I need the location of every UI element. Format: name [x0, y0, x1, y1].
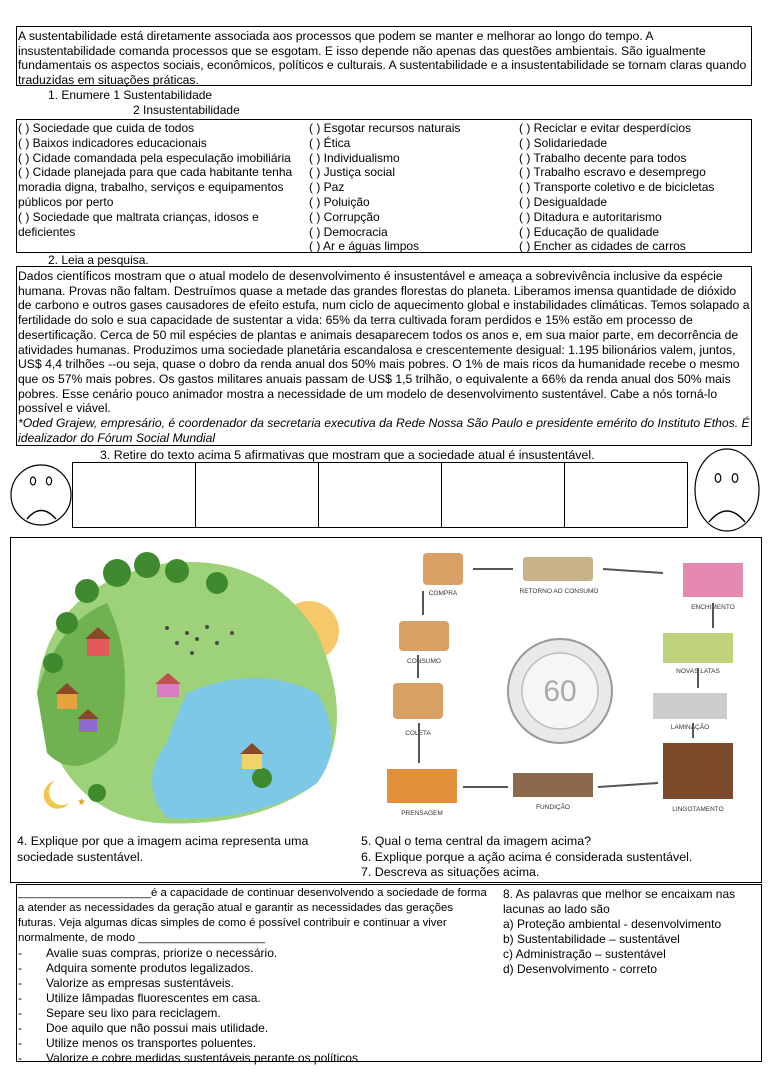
answer-cell[interactable]: [565, 463, 687, 527]
question-1-heading: [48, 88, 240, 117]
enumerate-column-1: [18, 121, 306, 239]
enum-item: ( ) Transporte coletivo e de bicicletas: [519, 180, 715, 195]
bottom-box: [16, 884, 762, 1065]
enum-item: ( ) Cidade comandada pela especulação imobiliária: [18, 150, 291, 165]
cycle-label: RETORNO AO CONSUMO: [519, 588, 599, 595]
tip-item: - Valorize as empresas sustentáveis.: [18, 976, 234, 990]
tip-text: Valorize e cobre medidas sustentáveis perante os políticos: [46, 1051, 358, 1065]
enum-item: ( ) Ditadura e autoritarismo: [519, 209, 662, 224]
enumerate-table: [16, 119, 752, 253]
question-3: 3. Retire do texto acima 5 afirmativas que mostram que a sociedade atual é insustentável.: [100, 448, 595, 462]
research-box: [16, 266, 752, 446]
tip-item: - Adquira somente produtos legalizados.: [18, 961, 254, 975]
option-d[interactable]: d) Desenvolvimento - correto: [503, 962, 658, 976]
question-6: 6. Explique porque a ação acima é considerada sustentável.: [361, 849, 693, 864]
question-1-label-2: 2 Insustentabilidade: [133, 102, 240, 117]
tip-text: Doe aquilo que não possui mais utilidade.: [46, 1021, 269, 1035]
option-c[interactable]: c) Administração – sustentável: [503, 947, 666, 961]
question-7: 7. Descreva as situações acima.: [361, 865, 540, 879]
enum-item: ( ) Poluição: [309, 194, 370, 209]
question-8: 8. As palavras que melhor se encaixam nas lacunas ao lado são: [503, 887, 736, 916]
answer-cell[interactable]: [319, 463, 442, 527]
enum-item: ( ) Educação de qualidade: [519, 224, 660, 239]
enumerate-column-3: [519, 121, 751, 254]
enum-item: ( ) Ética: [309, 135, 351, 150]
enum-item: ( ) Sociedade que cuida de todos: [18, 121, 195, 135]
answer-grid: [72, 462, 688, 528]
enum-item: ( ) Sociedade que maltrata crianças, idosos e deficientes: [18, 209, 259, 239]
tip-item: - Valorize e cobre medidas sustentáveis perante os políticos: [18, 1051, 358, 1065]
intro-text: A sustentabilidade está diretamente associada aos processos que podem se manter e melhorar ao longo do tempo. A insustentabilidade comanda processos que se esgotam. E isso depende não apenas das questões ambientais. São igualmente fundamentais os aspectos sociais, econômicos, políticos e culturais. A sustentabilidade e a insustentabilidade se tornam claras quando traduzidas em situações práticas.: [18, 29, 747, 87]
sad-face-left-icon: [10, 462, 72, 528]
enum-item: ( ) Ar e águas limpos: [309, 239, 420, 254]
cycle-label: PRENSAGEM: [401, 810, 443, 817]
answer-cell[interactable]: [196, 463, 319, 527]
enum-item: ( ) Reciclar e evitar desperdícios: [519, 121, 692, 135]
enum-item: ( ) Baixos indicadores educacionais: [18, 135, 207, 150]
question-8-section: [503, 887, 759, 977]
cycle-label: FUNDIÇÃO: [536, 804, 570, 811]
enum-item: ( ) Desigualdade: [519, 194, 608, 209]
fill-in-text: _____________________é a capacidade de continuar desenvolvendo a sociedade de forma a atender as necessidades da geração atual e garantir as necessidades das gerações futuras. Veja algumas dicas simples de como é possível contribuir e continuar a viver normalmente, de modo ____________________: [18, 887, 487, 944]
tip-text: Separe seu lixo para reciclagem.: [46, 1006, 221, 1020]
enum-item: ( ) Trabalho escravo e desemprego: [519, 165, 706, 180]
tip-text: Utilize menos os transportes poluentes.: [46, 1036, 257, 1050]
images-box: [10, 537, 762, 883]
enum-item: ( ) Trabalho decente para todos: [519, 150, 687, 165]
tip-item: - Avalie suas compras, priorize o necessário.: [18, 946, 278, 960]
enum-item: ( ) Justiça social: [309, 165, 396, 180]
cycle-label: ENCHIMENTO: [691, 604, 735, 611]
question-4: 4. Explique por que a imagem acima representa uma sociedade sustentável.: [17, 834, 309, 864]
cycle-label: CONSUMO: [407, 658, 441, 665]
tip-item: - Utilize lâmpadas fluorescentes em casa.: [18, 991, 261, 1005]
recycling-cycle-illustration: [363, 543, 757, 828]
question-2-label: 2. Leia a pesquisa.: [48, 253, 149, 267]
question-1-label: 1. Enumere 1 Sustentabilidade: [48, 88, 213, 102]
enum-item: ( ) Corrupção: [309, 209, 380, 224]
tip-text: Valorize as empresas sustentáveis.: [46, 976, 234, 990]
tip-text: Avalie suas compras, priorize o necessário.: [46, 946, 278, 960]
cycle-label: LINGOTAMENTO: [672, 806, 724, 813]
sustainable-community-illustration: [17, 543, 357, 828]
tip-text: Utilize lâmpadas fluorescentes em casa.: [46, 991, 261, 1005]
questions-5-7: [361, 834, 692, 881]
question-5: 5. Qual o tema central da imagem acima?: [361, 834, 592, 848]
enum-item: ( ) Esgotar recursos naturais: [309, 121, 461, 135]
cycle-label: COLETA: [405, 730, 431, 737]
enum-item: ( ) Encher as cidades de carros: [519, 239, 686, 254]
svg-text:★: ★: [77, 797, 86, 808]
cycle-label: NOVAS LATAS: [676, 668, 720, 675]
tip-text: Adquira somente produtos legalizados.: [46, 961, 254, 975]
intro-box: [16, 26, 752, 86]
enum-item: ( ) Paz: [309, 180, 345, 195]
fill-in-section: [18, 886, 488, 1066]
cycle-label: LAMINAÇÃO: [670, 724, 710, 731]
sad-face-right-icon: [694, 448, 760, 532]
enumerate-column-2: [309, 121, 509, 254]
option-b[interactable]: b) Sustentabilidade – sustentável: [503, 932, 680, 946]
research-body: Dados científicos mostram que o atual modelo de desenvolvimento é insustentável e ameaça a sobrevivência inclusive da espécie humana. Provas não faltam. Destruímos quase a metade das grandes florestas do planeta. Liberamos imensa quantidade de dióxido de carbono e outros gases causadores de efeito estufa, num ciclo de aquecimento global e instabilidades climáticas. Temos solapado a fertilidade do solo e sua capacidade de sustentar a vida: 65% da terra cultivada foram perdidos e 15% estão em processo de desertificação. Cerca de 50 mil espécies de plantas e animais desaparecem todos os anos e, em sua maior parte, em decorrência de atividades humanas. Produzimos uma sociedade planetária escandalosa e crescentemente desigual: 1.195 bilionários valem, juntos, US$ 4,4 trilhões --ou seja, quase o dobro da renda anual dos 50% mais pobres. O 1% de mais ricos da humanidade recebe o mesmo que os 57% mais pobres. Os gastos militares anuais passam de US$ 1,5 trilhão, o equivalente a 66% da renda anual dos 50% mais pobres. Esse cenário pouco animador mostra a necessidade de um modelo de desenvolvimento sustentável. Cabe a nós torná-lo possível e viável.: [18, 269, 750, 416]
enum-item: ( ) Democracia: [309, 224, 388, 239]
tip-item: - Separe seu lixo para reciclagem.: [18, 1006, 221, 1020]
answer-cell[interactable]: [73, 463, 196, 527]
svg-text:60: 60: [543, 675, 577, 708]
enum-item: ( ) Cidade planejada para que cada habitante tenha moradia digna, trabalho, serviços e equipamentos públicos por perto: [18, 165, 293, 209]
enum-item: ( ) Individualismo: [309, 150, 400, 165]
tip-item: - Utilize menos os transportes poluentes.: [18, 1036, 257, 1050]
enum-item: ( ) Solidariedade: [519, 135, 608, 150]
research-citation: *Oded Grajew, empresário, é coordenador da secretaria executiva da Rede Nossa São Paulo e presidente emérito do Instituto Ethos. É idealizador do Fórum Social Mundial: [18, 416, 750, 445]
cycle-label: COMPRA: [428, 590, 458, 597]
tip-item: - Doe aquilo que não possui mais utilidade.: [18, 1021, 269, 1035]
option-a[interactable]: a) Proteção ambiental - desenvolvimento: [503, 917, 722, 931]
answer-cell[interactable]: [442, 463, 565, 527]
